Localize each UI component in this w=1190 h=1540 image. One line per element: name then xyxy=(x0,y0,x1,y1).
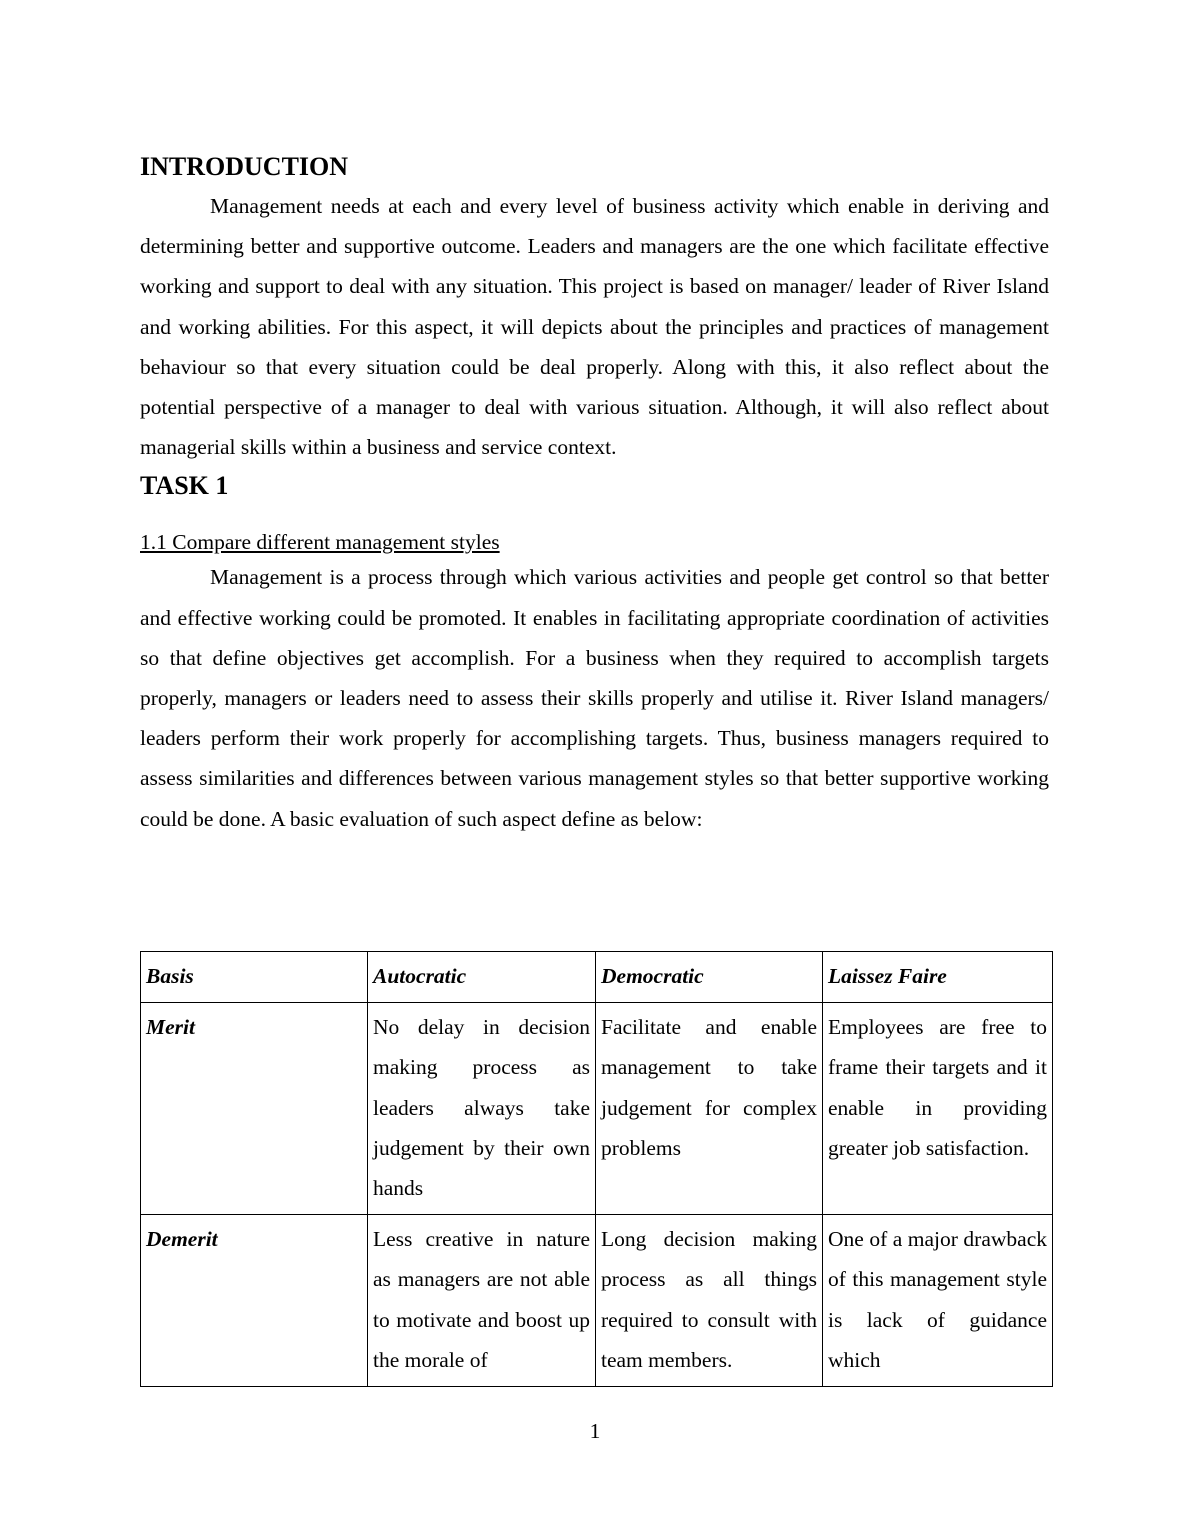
table-row-merit xyxy=(141,1003,1053,1215)
cell-text: Less creative in nature as managers are not able to motivate and boost up the morale of xyxy=(373,1227,590,1372)
cell-text: One of a major drawback of this management style is lack of guidance which xyxy=(828,1227,1047,1372)
header-autocratic: Autocratic xyxy=(368,952,596,1003)
row-label-merit: Merit xyxy=(141,1003,368,1215)
page-number: 1 xyxy=(589,1419,601,1443)
task-heading: TASK 1 xyxy=(140,471,229,501)
table-row-demerit xyxy=(141,1215,1053,1387)
merit-democratic-cell xyxy=(596,1003,823,1215)
merit-autocratic-cell xyxy=(368,1003,596,1215)
cell-text: Long decision making process as all things required to consult with team members. xyxy=(601,1227,817,1372)
row-label-demerit: Demerit xyxy=(141,1215,368,1387)
header-basis: Basis xyxy=(141,952,368,1003)
header-laissez-faire: Laissez Faire xyxy=(823,952,1053,1003)
section-subheading: 1.1 Compare different management styles xyxy=(140,530,500,555)
introduction-paragraph: Management needs at each and every level of business activity which enable in deriving and determining better and supportive outcome. Leaders and managers are the one which facilitate effective working and support to deal with any situation. This project is based on manager/ leader of River Island and working abilities. For this aspect, it will depicts about the principles and practices of management behaviour so that every situation could be deal properly. Along with this, it also reflect about the potential perspective of a manager to deal with various situation. Although, it will also reflect about managerial skills within a business and service context. xyxy=(140,194,1049,460)
table-header-row xyxy=(141,952,1053,1003)
introduction-heading: INTRODUCTION xyxy=(140,152,349,181)
management-styles-table xyxy=(140,951,1053,1387)
header-democratic: Democratic xyxy=(596,952,823,1003)
page-content xyxy=(140,148,1049,839)
demerit-democratic-cell xyxy=(596,1215,823,1387)
demerit-laissez-faire-cell xyxy=(823,1215,1053,1387)
merit-laissez-faire-cell xyxy=(823,1003,1053,1215)
management-styles-paragraph: Management is a process through which various activities and people get control so that better and effective working could be promoted. It enables in facilitating appropriate coordination of activities so that define objectives get accomplish. For a business when they required to accomplish targets properly, managers or leaders need to assess their skills properly and utilise it. River Island managers/ leaders perform their work properly for accomplishing targets. Thus, business managers required to assess similarities and differences between various management styles so that better supportive working could be done. A basic evaluation of such aspect define as below: xyxy=(140,565,1049,831)
cell-text: Facilitate and enable management to take judgement for complex problems xyxy=(601,1015,817,1160)
cell-text: No delay in decision making process as leaders always take judgement by their own hands xyxy=(373,1015,590,1201)
cell-text: Employees are free to frame their targets and it enable in providing greater job satisfaction. xyxy=(828,1015,1047,1160)
demerit-autocratic-cell xyxy=(368,1215,596,1387)
